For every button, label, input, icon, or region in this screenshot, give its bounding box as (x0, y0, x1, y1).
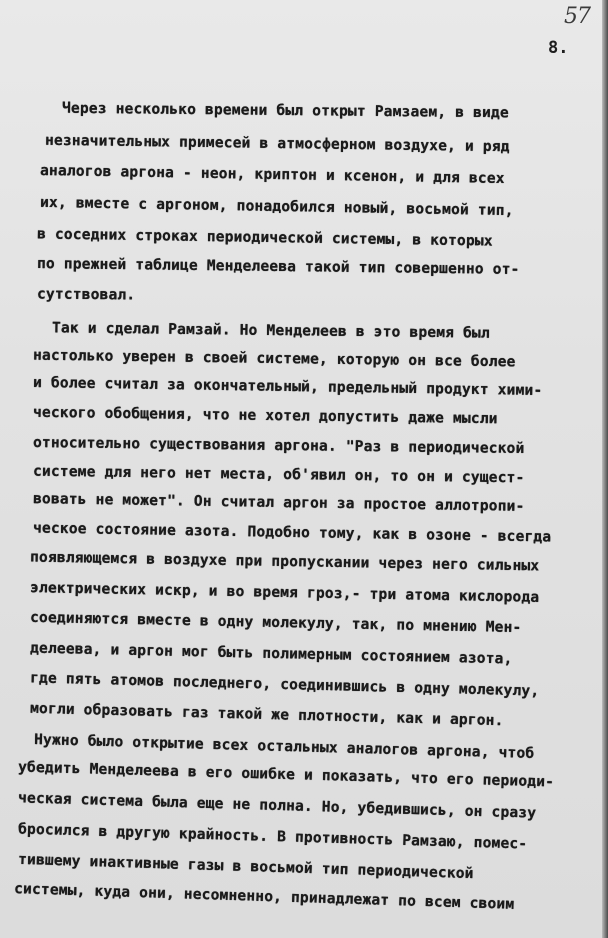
text-line: тившему инактивные газы в восьмой тип периодической (17, 850, 474, 883)
text-line: Через несколько времени был открыт Рамзаем, в виде (61, 99, 509, 122)
page-edge-shadow (602, 0, 608, 938)
text-line: где пять атомов последнего, соединившись в одну молекулу, (29, 669, 540, 700)
text-line: ческая система была еще не полна. Но, убедившись, он сразу (17, 789, 537, 822)
text-line: Нужно было открытие всех остальных аналогов аргона, чтоб (33, 731, 535, 762)
text-line: сутствовал. (36, 285, 136, 304)
text-line: убедить Менделеева в его ошибке и показать, что его периоди- (17, 758, 555, 791)
text-line: могли образовать газ такой же плотности, как и аргон. (29, 699, 504, 730)
page-number: 8. (548, 38, 569, 58)
text-line: ческого обобщения, что не хотел допустить даже мысли (32, 403, 498, 428)
text-line: аналогов аргона - неон, криптон и ксенон, и для всех (39, 161, 505, 188)
text-line: настолько уверен в своей системе, которую он все более (32, 346, 516, 371)
text-line: появляющемся в воздухе при пропускании через него сильных (29, 548, 540, 575)
text-line: по прежней таблице Менделеева такой тип совершенно от- (36, 255, 520, 278)
text-line: вовать не может". Он считал аргон за простое аллотропи- (32, 490, 525, 515)
text-line: делеева, и аргон мог быть полимерным состоянием азота, (29, 639, 513, 668)
text-line: их, вместе с аргоном, понадобился новый, восьмой тип, (39, 193, 514, 220)
text-line: электрических искр, и во время гроз,- три атома кислорода (29, 579, 540, 606)
text-line: бросился в другую крайность. В противность Рамзаю, помес- (17, 820, 528, 853)
text-line: системе для него нет места, об'явил он, то он и сущест- (32, 462, 525, 487)
archive-folio-number: 57 (564, 4, 590, 29)
text-line: ческое состояние азота. Подобно тому, как в озоне - всегда (32, 519, 552, 546)
text-line: Так и сделал Рамзай. Но Менделеев в это время был (51, 319, 490, 342)
text-line: в соседних строках периодической системы, в которых (36, 225, 493, 250)
text-line: соединяются вместе в одну молекулу, так, по мнению Мен- (29, 608, 522, 637)
text-line: системы, куда они, несомненно, принадлежат по всем своим (13, 880, 515, 913)
text-line: относительно существования аргона. "Раз в периодической (32, 433, 525, 458)
text-line: и более считал за окончательный, предельный продукт хими- (32, 374, 543, 399)
text-line: незначительных примесей в атмосферном воздухе, и ряд (44, 131, 510, 156)
